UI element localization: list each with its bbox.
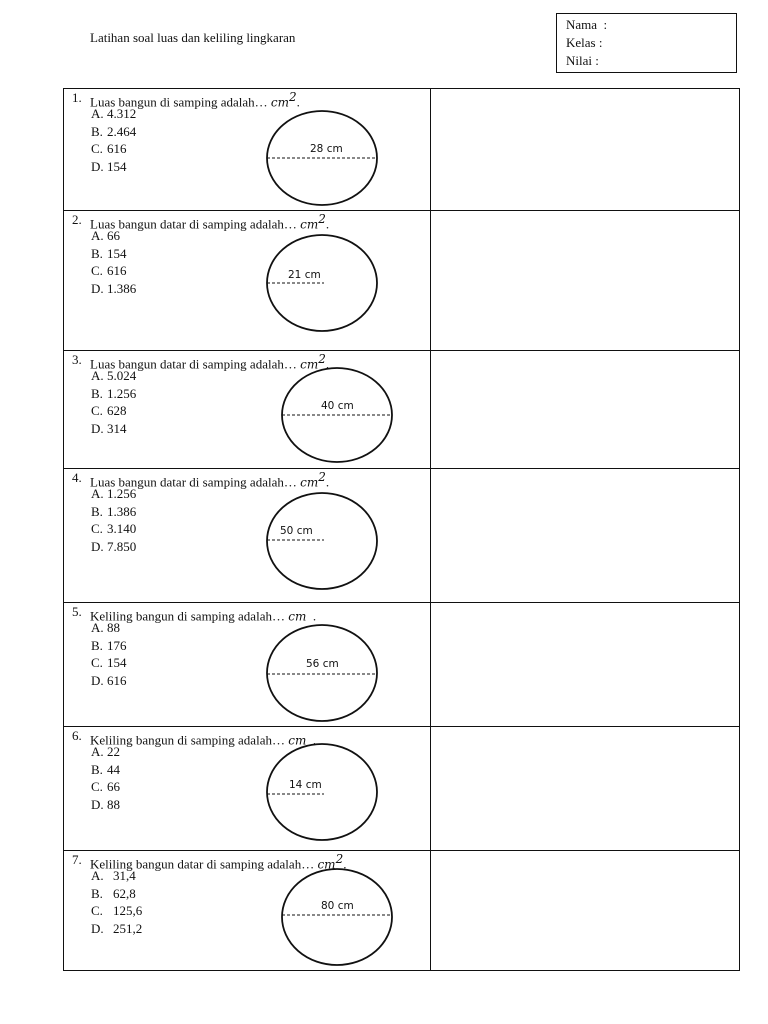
score-field-label: Nilai : [566, 53, 599, 68]
circle-outline [282, 869, 392, 965]
student-identity-box [556, 13, 737, 73]
option-value: 176 [107, 638, 127, 653]
option-value: 154 [107, 246, 127, 261]
answer-option-d[interactable] [91, 673, 127, 689]
option-value: 616 [107, 141, 127, 156]
question-text: Luas bangun di samping adalah… [90, 94, 268, 110]
option-letter: B. [91, 886, 103, 901]
circle-figure [264, 108, 380, 208]
question-period: . [343, 856, 347, 872]
question-row-5 [64, 603, 739, 727]
option-value: 2.464 [107, 124, 137, 139]
answer-option-d[interactable] [91, 797, 120, 813]
question-unit: cm [270, 95, 289, 110]
question-stem [90, 212, 329, 232]
question-unit-exponent: 2 [318, 352, 326, 366]
option-letter: A. [91, 744, 104, 759]
measurement-label: 40 cm [321, 400, 354, 412]
answer-option-b[interactable] [91, 124, 136, 140]
question-stem [90, 604, 316, 624]
option-letter: C. [91, 263, 103, 278]
measurement-label: 14 cm [289, 779, 322, 791]
worksheet-title: Latihan soal luas dan keliling lingkaran [90, 30, 296, 45]
answer-option-d[interactable] [91, 421, 127, 437]
option-letter: D. [91, 159, 104, 174]
option-value: 1.386 [107, 504, 137, 519]
answer-option-a[interactable] [91, 106, 136, 122]
column-divider [430, 469, 431, 602]
question-unit-exponent: 2 [335, 852, 344, 866]
name-field-label: Nama : [566, 17, 608, 32]
option-value: 88 [107, 620, 120, 635]
option-letter: B. [91, 762, 103, 777]
option-letter: C. [91, 521, 103, 536]
column-divider [430, 603, 431, 726]
answer-option-d[interactable] [91, 921, 142, 937]
answer-option-b[interactable] [91, 246, 127, 262]
option-value: 66 [107, 228, 120, 243]
circle-figure [264, 233, 380, 333]
question-period: . [296, 94, 300, 110]
question-row-6 [64, 727, 739, 851]
column-divider [430, 211, 431, 350]
option-value: 31,4 [113, 868, 136, 883]
option-letter: D. [91, 673, 104, 688]
answer-option-c[interactable] [91, 779, 120, 795]
question-number: 1. [72, 90, 82, 105]
answer-option-b[interactable] [91, 762, 120, 778]
question-text: Keliling bangun datar di samping adalah… [90, 856, 315, 872]
measurement-label: 50 cm [280, 525, 313, 537]
option-letter: A. [91, 620, 104, 635]
column-divider [430, 351, 431, 468]
option-letter: C. [91, 655, 103, 670]
column-divider [430, 727, 431, 850]
circle-figure [264, 491, 380, 591]
question-number: 5. [72, 604, 82, 619]
option-letter: A. [91, 486, 104, 501]
answer-option-b[interactable] [91, 638, 127, 654]
question-text: Keliling bangun di samping adalah… [90, 608, 285, 624]
option-letter: B. [91, 386, 103, 401]
option-value: 1.386 [107, 281, 137, 296]
option-value: 66 [107, 779, 120, 794]
answer-option-d[interactable] [91, 159, 127, 175]
option-value: 628 [107, 403, 127, 418]
question-unit: cm [300, 475, 319, 490]
option-letter: C. [91, 779, 103, 794]
measurement-label: 80 cm [321, 900, 354, 912]
circle-outline [267, 625, 377, 721]
option-value: 154 [107, 159, 127, 174]
option-letter: B. [91, 246, 103, 261]
option-value: 616 [107, 263, 127, 278]
question-unit: cm [317, 857, 336, 872]
answer-option-c[interactable] [91, 263, 127, 279]
option-letter: A. [91, 228, 104, 243]
circle-outline [267, 744, 377, 840]
option-letter: A. [91, 368, 104, 383]
option-value: 125,6 [113, 903, 143, 918]
question-text: Luas bangun datar di samping adalah… [90, 356, 297, 372]
measurement-label: 28 cm [310, 143, 343, 155]
answer-option-b[interactable] [91, 886, 136, 902]
option-letter: D. [91, 797, 104, 812]
option-letter: C. [91, 903, 103, 918]
option-value: 4.312 [107, 106, 137, 121]
circle-outline [267, 493, 377, 589]
question-row-1 [64, 89, 739, 211]
measurement-label: 56 cm [306, 658, 339, 670]
question-number: 2. [72, 212, 82, 227]
option-letter: C. [91, 141, 103, 156]
option-value: 314 [107, 421, 127, 436]
question-row-3 [64, 351, 739, 469]
option-value: 88 [107, 797, 120, 812]
question-unit: cm [288, 733, 307, 748]
option-letter: A. [91, 106, 104, 121]
question-unit-exponent: 2 [318, 470, 326, 484]
option-value: 7.850 [107, 539, 137, 554]
question-number: 7. [72, 852, 82, 867]
option-value: 616 [107, 673, 127, 688]
option-letter: D. [91, 539, 104, 554]
option-letter: B. [91, 504, 103, 519]
answer-option-a[interactable] [91, 620, 120, 636]
question-unit-exponent: 2 [289, 90, 297, 104]
answer-option-a[interactable] [91, 744, 120, 760]
circle-figure [279, 867, 395, 967]
option-value: 62,8 [113, 886, 136, 901]
question-unit: cm [288, 609, 307, 624]
option-value: 5.024 [107, 368, 137, 383]
column-divider [430, 89, 431, 210]
option-value: 3.140 [107, 521, 137, 536]
question-text: Keliling bangun di samping adalah… [90, 732, 285, 748]
question-period: . [325, 216, 330, 232]
option-value: 44 [107, 762, 120, 777]
option-value: 1.256 [107, 486, 137, 501]
option-letter: D. [91, 921, 104, 936]
question-number: 3. [72, 352, 82, 367]
class-field-label: Kelas : [566, 35, 603, 50]
option-letter: B. [91, 638, 103, 653]
answer-option-a[interactable] [91, 868, 136, 884]
option-letter: B. [91, 124, 103, 139]
answer-option-c[interactable] [91, 655, 127, 671]
option-letter: A. [91, 868, 104, 883]
question-row-4 [64, 469, 739, 603]
question-unit-exponent: 2 [318, 212, 326, 226]
option-value: 1.256 [107, 386, 137, 401]
question-period: . [306, 732, 317, 748]
answer-option-b[interactable] [91, 386, 136, 402]
question-text: Luas bangun datar di samping adalah… [90, 474, 297, 490]
answer-option-d[interactable] [91, 281, 136, 297]
answer-option-a[interactable] [91, 368, 136, 384]
option-value: 251,2 [113, 921, 143, 936]
question-row-2 [64, 211, 739, 351]
circle-figure [264, 623, 380, 723]
answer-option-d[interactable] [91, 539, 136, 555]
option-letter: D. [91, 281, 104, 296]
question-table [63, 88, 740, 971]
option-value: 154 [107, 655, 127, 670]
answer-option-c[interactable] [91, 403, 127, 419]
question-unit: cm [300, 217, 319, 232]
circle-figure [279, 365, 395, 465]
question-unit: cm [300, 357, 319, 372]
measurement-label: 21 cm [288, 269, 321, 281]
answer-option-a[interactable] [91, 228, 120, 244]
question-text: Luas bangun datar di samping adalah… [90, 216, 297, 232]
answer-option-c[interactable] [91, 141, 127, 157]
question-number: 6. [72, 728, 82, 743]
answer-option-b[interactable] [91, 504, 136, 520]
answer-option-c[interactable] [91, 903, 142, 919]
question-period: . [306, 608, 317, 624]
column-divider [430, 851, 431, 970]
option-value: 22 [107, 744, 120, 759]
circle-figure [264, 742, 380, 842]
question-row-7 [64, 851, 739, 970]
question-period: . [325, 356, 330, 372]
question-period: . [325, 474, 330, 490]
answer-option-a[interactable] [91, 486, 136, 502]
question-number: 4. [72, 470, 82, 485]
option-letter: D. [91, 421, 104, 436]
option-letter: C. [91, 403, 103, 418]
answer-option-c[interactable] [91, 521, 136, 537]
